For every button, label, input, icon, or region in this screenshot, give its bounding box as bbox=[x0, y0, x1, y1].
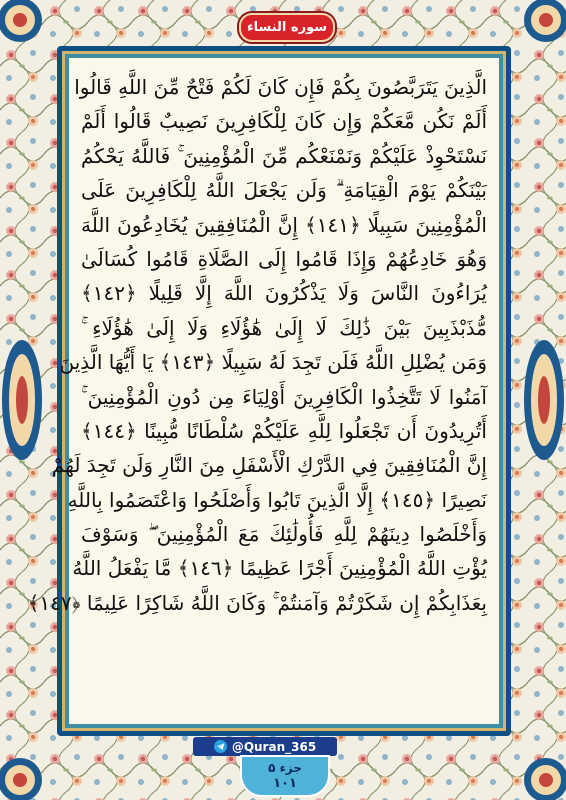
verse-line: وَأَخْلَصُوا دِينَهُمْ لِلَّهِ فَأُولَٰئِكَ مَعَ الْمُؤْمِنِينَ ۖ وَسَوْفَ bbox=[81, 522, 487, 547]
page-footer bbox=[240, 755, 330, 797]
verse-line: وَمَن يُضْلِلِ اللَّهُ فَلَن تَجِدَ لَهُ سَبِيلًا ﴿١٤٣﴾ يَا أَيُّهَا الَّذِينَ bbox=[59, 350, 487, 375]
verse-line: الَّذِينَ يَتَرَبَّصُونَ بِكُمْ فَإِن كَانَ لَكُمْ فَتْحٌ مِّنَ اللَّهِ قَالُوا bbox=[74, 75, 487, 99]
verse-line: نَصِيرًا ﴿١٤٥﴾ إِلَّا الَّذِينَ تَابُوا وَأَصْلَحُوا وَاعْتَصَمُوا بِاللَّهِ bbox=[67, 487, 487, 512]
verse-line: الْمُؤْمِنِينَ سَبِيلًا ﴿١٤١﴾ إِنَّ الْمُنَافِقِينَ يُخَادِعُونَ اللَّهَ bbox=[81, 212, 487, 237]
verse-text-panel bbox=[27, 58, 499, 724]
verse-line: أَلَمْ نَكُن مَّعَكُمْ وَإِن كَانَ لِلْكَافِرِينَ نَصِيبٌ قَالُوا أَلَمْ bbox=[81, 109, 487, 134]
page-number: ۱۰۱ bbox=[273, 776, 297, 791]
verse-line: بَيْنَكُمْ يَوْمَ الْقِيَامَةِ ۗ وَلَن يَجْعَلَ اللَّهُ لِلْكَافِرِينَ عَلَى bbox=[81, 178, 487, 203]
channel-link[interactable] bbox=[193, 737, 337, 756]
juz-label: جزء ۵ bbox=[268, 761, 302, 775]
verse-line: أَتُرِيدُونَ أَن تَجْعَلُوا لِلَّهِ عَلَيْكُمْ سُلْطَانًا مُّبِينًا ﴿١٤٤﴾ bbox=[81, 418, 487, 443]
side-medallion-right bbox=[524, 340, 564, 460]
verse-line: يُرَاءُونَ النَّاسَ وَلَا يَذْكُرُونَ اللَّهَ إِلَّا قَلِيلًا ﴿١٤٢﴾ bbox=[81, 281, 487, 306]
channel-handle: @Quran_365 bbox=[231, 739, 317, 754]
verse-line: بِعَذَابِكُمْ إِن شَكَرْتُمْ وَآمَنتُمْ ۚ وَكَانَ اللَّهُ شَاكِرًا عَلِيمًا ﴿١٤٧﴾ bbox=[27, 590, 487, 615]
telegram-icon bbox=[214, 740, 227, 753]
verse-line: آمَنُوا لَا تَتَّخِذُوا الْكَافِرِينَ أَوْلِيَاءَ مِن دُونِ الْمُؤْمِنِينَ ۚ bbox=[81, 384, 487, 409]
verse-line: نَسْتَحْوِذْ عَلَيْكُمْ وَنَمْنَعْكُم مِّنَ الْمُؤْمِنِينَ ۚ فَاللَّهُ يَحْكُمُ bbox=[81, 143, 487, 168]
surah-name-badge: سوره النساء bbox=[239, 13, 335, 42]
side-medallion-left bbox=[2, 340, 42, 460]
verse-line: وَهُوَ خَادِعُهُمْ وَإِذَا قَامُوا إِلَى الصَّلَاةِ قَامُوا كُسَالَىٰ bbox=[81, 246, 487, 271]
verse-line: مُّذَبْذَبِينَ بَيْنَ ذَٰلِكَ لَا إِلَىٰ هَٰؤُلَاءِ وَلَا إِلَىٰ هَٰؤُلَاءِ ۚ bbox=[81, 315, 487, 340]
verse-line: إِنَّ الْمُنَافِقِينَ فِي الدَّرْكِ الْأَسْفَلِ مِنَ النَّارِ وَلَن تَجِدَ لَهُمْ bbox=[51, 453, 487, 478]
verse-line: يُؤْتِ اللَّهُ الْمُؤْمِنِينَ أَجْرًا عَظِيمًا ﴿١٤٦﴾ مَّا يَفْعَلُ اللَّهُ bbox=[72, 556, 487, 581]
